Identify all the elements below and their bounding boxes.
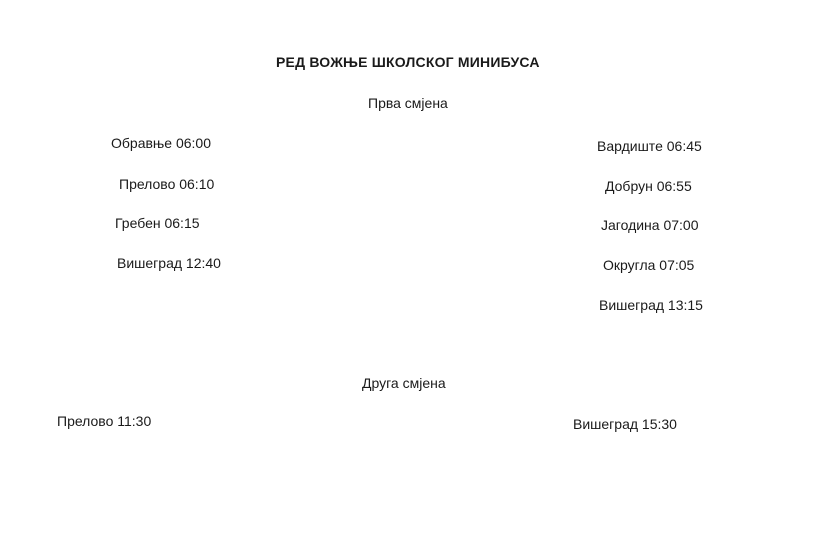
first-shift-left-stop: Обравње 06:00	[111, 135, 212, 151]
second-shift-right-stop: Вишеград 15:30	[573, 416, 677, 432]
document-title: РЕД ВОЖЊЕ ШКОЛСКОГ МИНИБУСА	[276, 54, 540, 70]
second-shift-left-stop: Прелово 11:30	[57, 413, 152, 429]
first-shift-heading: Прва смјена	[368, 95, 448, 111]
first-shift-right-stop: Јагодина 07:00	[601, 217, 699, 233]
first-shift-right-stop: Вишеград 13:15	[599, 297, 703, 313]
first-shift-left-stop: Вишеград 12:40	[117, 255, 221, 271]
second-shift-heading: Друга смјена	[362, 375, 446, 391]
first-shift-right-stop: Округла 07:05	[603, 257, 695, 273]
first-shift-right-stop: Добрун 06:55	[605, 178, 692, 194]
first-shift-left-stop: Гребен 06:15	[115, 215, 200, 231]
first-shift-right-stop: Вардиште 06:45	[597, 138, 702, 154]
first-shift-left-stop: Прелово 06:10	[119, 176, 215, 192]
